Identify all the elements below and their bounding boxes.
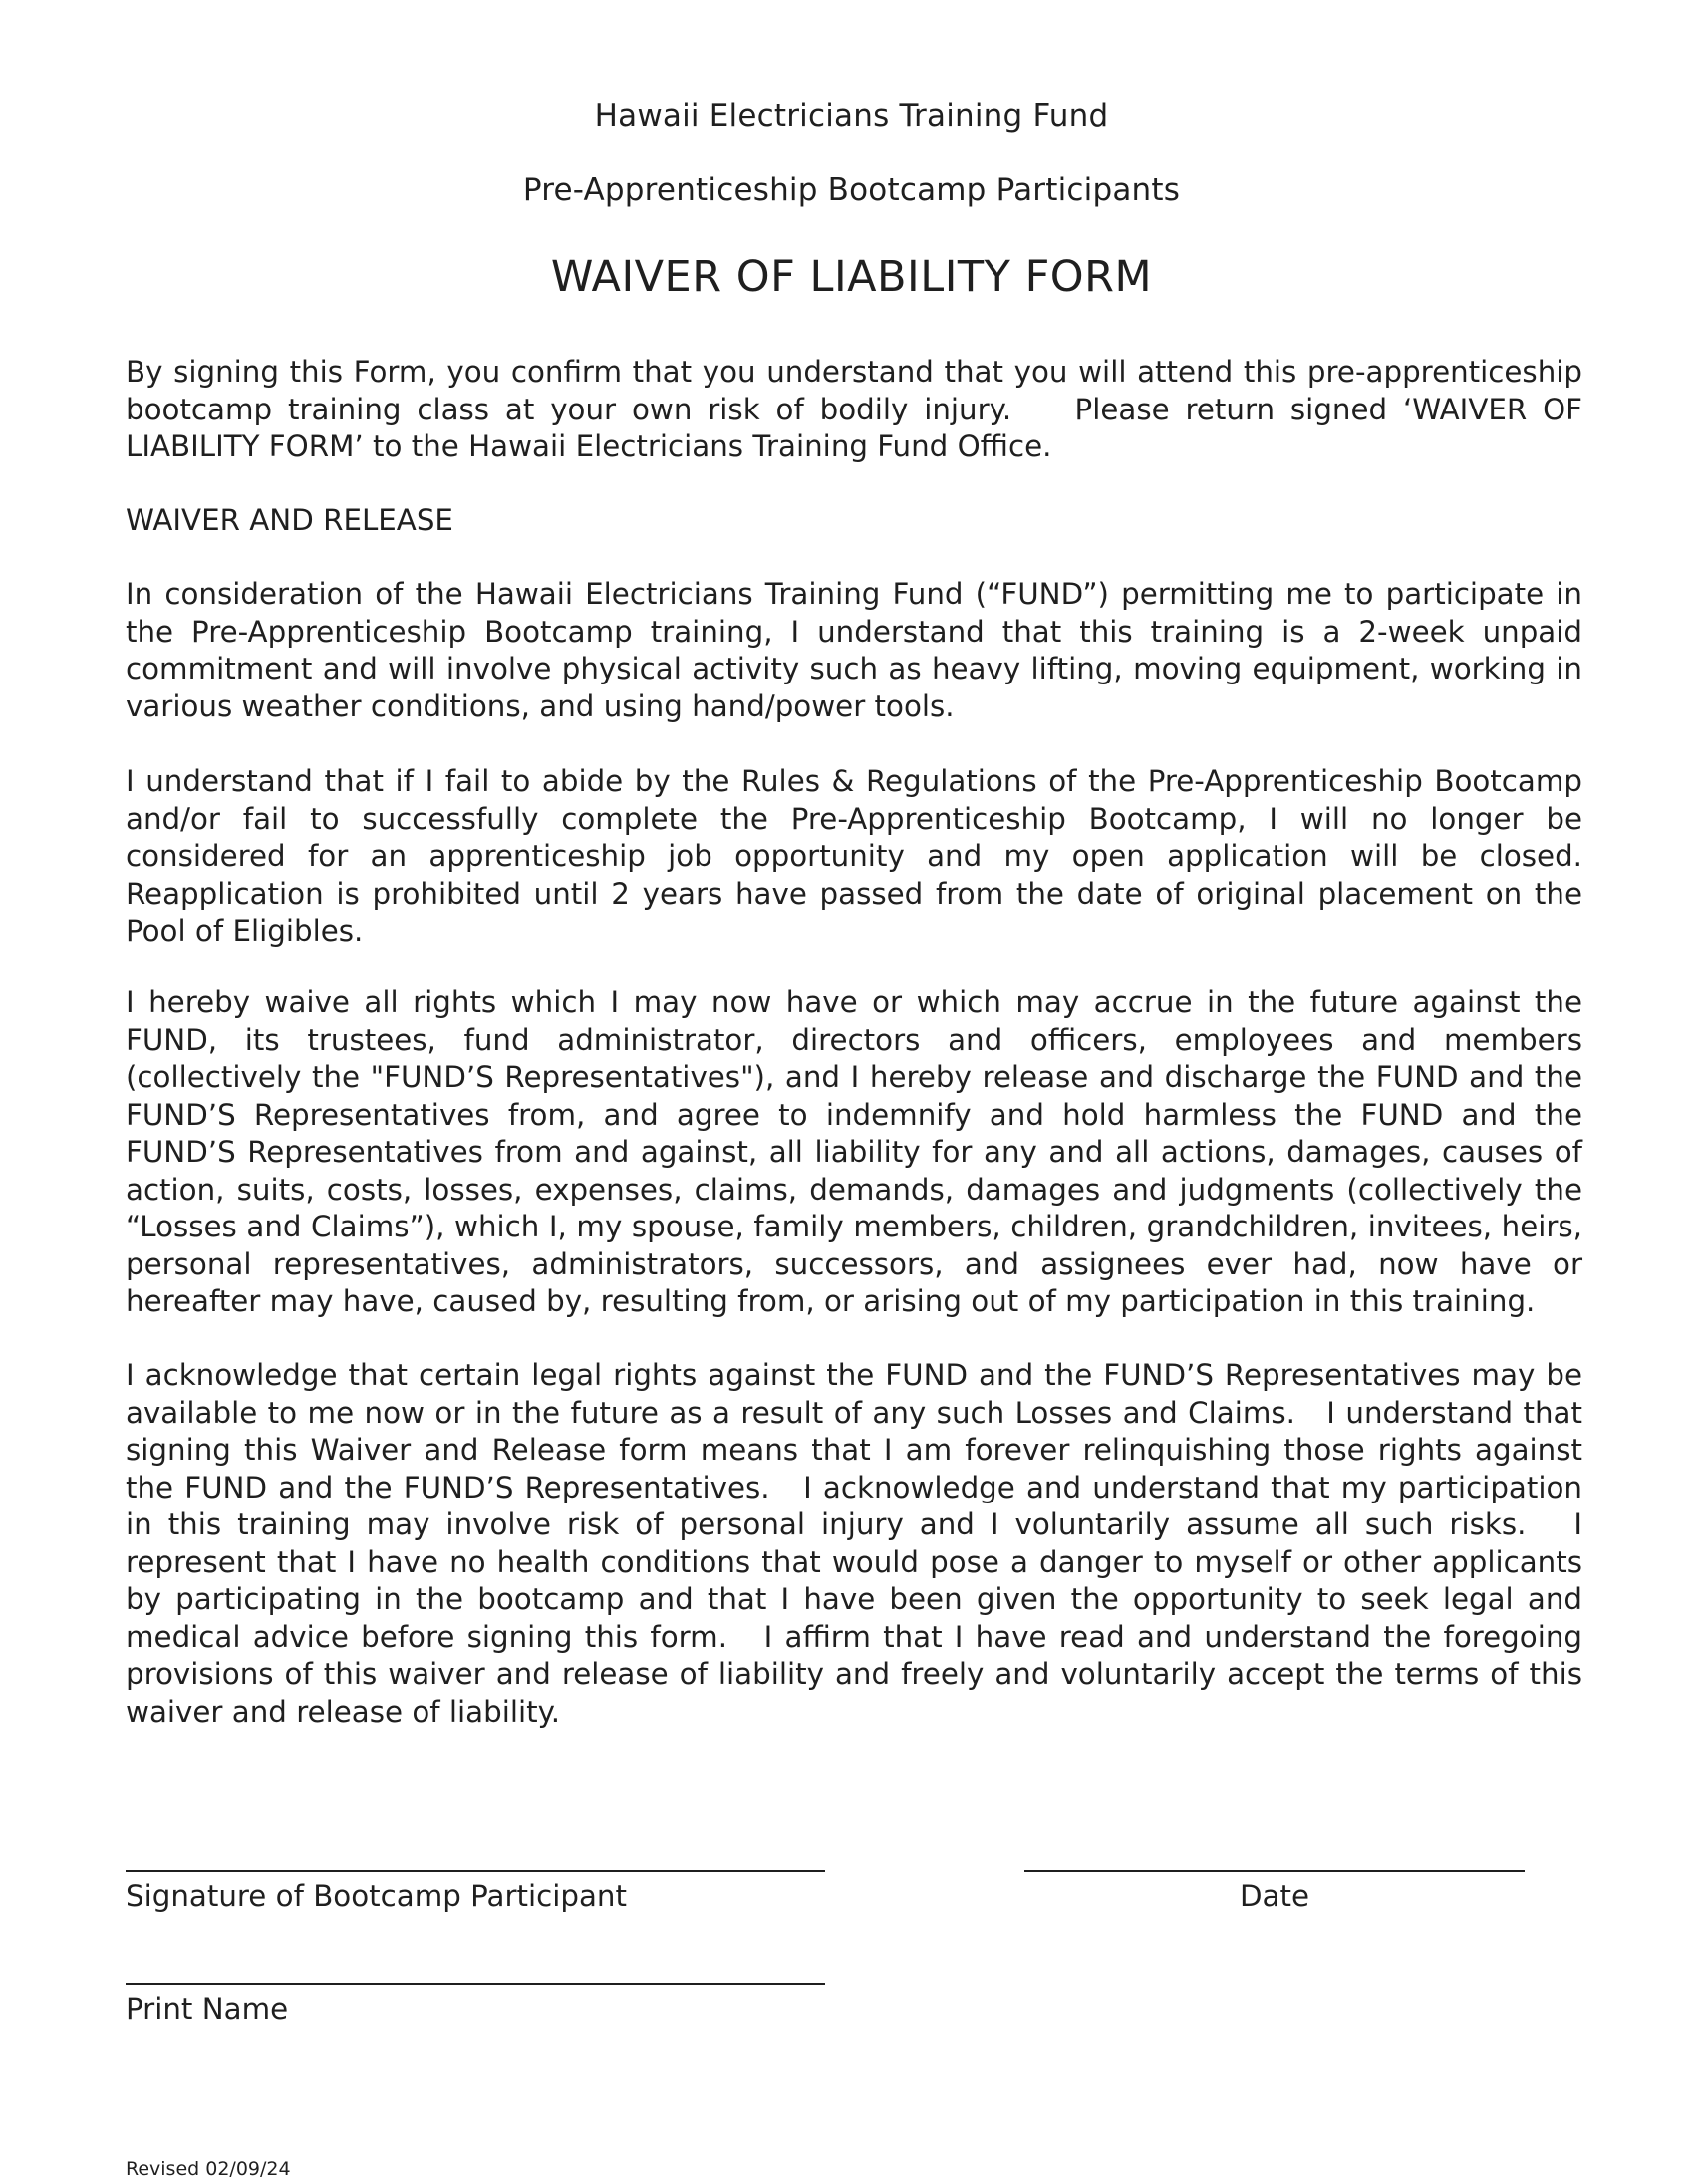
participant-signature-line[interactable] [126,1870,825,1872]
organization-name: Hawaii Electricians Training Fund [594,98,1109,134]
waiver-paragraph: I hereby waive all rights which I may now have or which may accrue in the future against the FUND, its trustees, fund administrator, directors and officers, employees and members (collectively the "FUND’S Representatives"), and I hereby release and discharge the FUND and the FUND’S Representatives from, and agree to indemnify and hold harmless the FUND and the FUND’S Representatives from and against, all liability for any and all actions, damages, causes of action, suits, costs, losses, expenses, claims, demands, damages and judgments (collectively the “Losses and Claims”), which I, my spouse, family members, children, grandchildren, invitees, heirs, personal representatives, administrators, successors, and assignees ever had, now have or hereafter may have, caused by, resulting from, or arising out of my participation in this training. [126,985,1582,1318]
date-label: Date [1239,1879,1310,1913]
date-line[interactable] [1024,1870,1525,1872]
form-subtitle: Pre-Apprenticeship Bootcamp Participants [522,172,1181,208]
consideration-paragraph: In consideration of the Hawaii Electricians Training Fund (“FUND”) permitting me to participate in the Pre-Apprenticeship Bootcamp training, I understand that this training is a 2-week unpaid commitment and will involve physical activity such as heavy lifting, moving equipment, working in various weather conditions, and using hand/power tools. [126,577,1582,723]
participant-signature-label: Signature of Bootcamp Participant [126,1879,627,1913]
acknowledgment-paragraph: I acknowledge that certain legal rights against the FUND and the FUND’S Representatives may be available to me now or in the future as a result of any such Losses and Claims. I understand that signing this Waiver and Release form means that I am forever relinquishing those rights against the FUND and the FUND’S Representatives. I acknowledge and understand that my participation in this training may involve risk of personal injury and I voluntarily assume all such risks. I represent that I have no health conditions that would pose a danger to myself or other applicants by participating in the bootcamp and that I have been given the opportunity to seek legal and medical advice before signing this form. I affirm that I have read and understand the foregoing provisions of this waiver and release of liability and freely and voluntarily accept the terms of this waiver and release of liability. [126,1358,1582,1729]
print-name-line[interactable] [126,1983,825,1985]
intro-paragraph: By signing this Form, you confirm that you understand that you will attend this pre-apprenticeship bootcamp training class at your own risk of bodily injury. Please return signed ‘WAIVER OF LIABILITY FORM’ to the Hawaii Electricians Training Fund Office. [126,355,1582,463]
revision-date: Revised 02/09/24 [126,2158,291,2180]
print-name-label: Print Name [126,1992,289,2026]
section-heading: WAIVER AND RELEASE [126,503,453,537]
rules-paragraph: I understand that if I fail to abide by the Rules & Regulations of the Pre-Apprenticeship Bootcamp and/or fail to successfully complete the Pre-Apprenticeship Bootcamp, I will no longer be considered for an apprenticeship job opportunity and my open application will be closed. Reapplication is prohibited until 2 years have passed from the date of original placement on the Pool of Eligibles. [126,764,1582,948]
form-title: WAIVER OF LIABILITY FORM [550,252,1153,302]
